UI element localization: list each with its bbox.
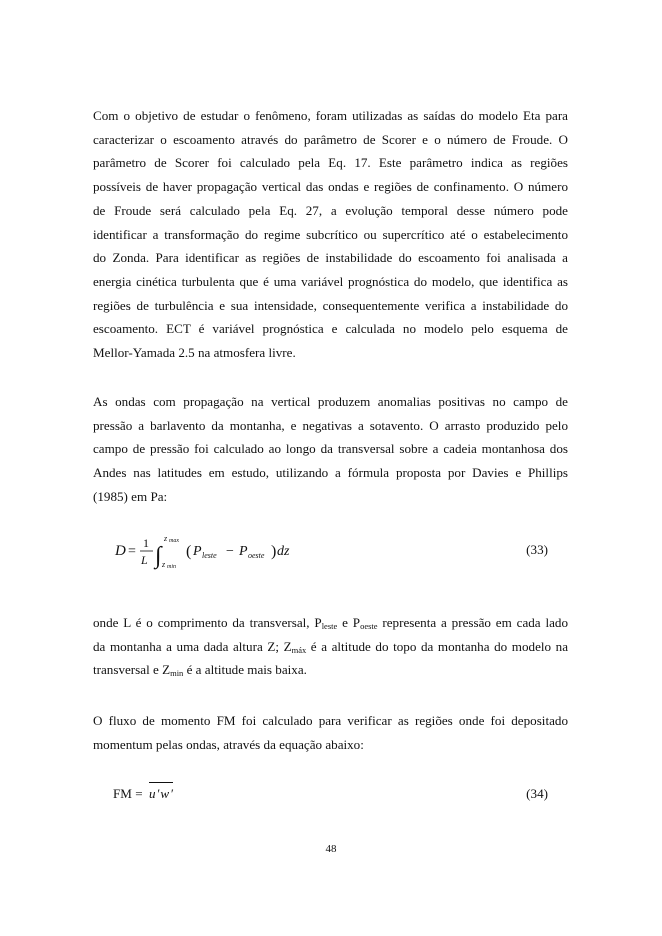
fraction-numerator: 1	[143, 536, 149, 550]
subscript: leste	[321, 621, 338, 631]
paragraph-1-line: possíveis de haver propagação vertical das ondas e regiões de confinamento. O número	[93, 179, 568, 195]
equation-33	[93, 530, 568, 570]
integral-sign: ∫	[155, 543, 162, 569]
text: é a altitude do topo da montanha do modelo na	[306, 638, 569, 654]
text: é a altitude mais baixa.	[183, 662, 307, 678]
text: transversal e Z	[93, 662, 171, 678]
paragraph-1-line: regiões de turbulência e sua intensidade, consequentemente verifica a instabilidade do	[93, 297, 568, 313]
paragraph-1-line: do Zonda. Para identificar as regiões de instabilidade do escoamento foi analisada a	[93, 250, 568, 266]
text: e P	[337, 615, 361, 630]
paragraph-1-line: de Froude será calculado pela Eq. 27, a evolução temporal desse número pode	[93, 202, 568, 218]
paragraph-4-line: momentum pelas ondas, através da equação abaixo:	[93, 736, 364, 752]
paragraph-2-line: campo de pressão foi calculado ao longo da transversal sobre a cadeia montanhosa dos	[93, 441, 568, 457]
integral-upper-limit: z	[164, 534, 168, 543]
equation-34-rhs: u′w′	[149, 786, 175, 801]
paragraph-1-line: identificar a transformação do regime subcrítico ou supercrítico até o estabelecimento	[93, 226, 568, 242]
paragraph-2-line: As ondas com propagação na vertical produzem anomalias positivas no campo de	[93, 394, 568, 409]
paragraph-4	[93, 709, 568, 756]
paragraph-4-line: O fluxo de momento FM foi calculado para verificar as regiões onde foi depositado	[93, 713, 568, 728]
paragraph-1	[93, 104, 568, 365]
paragraph-2-line: (1985) em Pa:	[93, 488, 168, 504]
open-paren: (	[186, 543, 192, 560]
fraction-denominator: L	[141, 553, 148, 567]
text: onde L é o comprimento da transversal, P	[93, 615, 322, 630]
p-leste: P	[193, 544, 202, 559]
equation-34-number: (34)	[526, 786, 548, 801]
p-oeste: P	[239, 544, 248, 559]
subscript: máx	[291, 644, 307, 655]
subscript: oeste	[360, 621, 378, 631]
integral-upper-limit-sub: max	[169, 538, 179, 544]
equation-34-lhs: FM =	[113, 786, 143, 801]
paragraph-3-line	[93, 635, 568, 659]
paragraph-2	[93, 390, 568, 509]
paragraph-3	[93, 611, 568, 682]
integral-lower-limit-sub: min	[167, 564, 176, 570]
paragraph-1-line: Mellor-Yamada 2.5 na atmosfera livre.	[93, 345, 296, 361]
overline	[149, 782, 173, 783]
equation-lhs: D	[115, 543, 126, 559]
text: da montanha a uma dada altura Z; Z	[93, 638, 292, 654]
equation-34	[93, 780, 568, 820]
text: representa a pressão em cada lado	[377, 615, 568, 630]
paragraph-3-line	[93, 658, 568, 682]
p-leste-sub: leste	[202, 551, 217, 560]
paragraph-2-line: Andes nas latitudes em estudo, utilizando a fórmula proposta por Davies e Phillips	[93, 465, 568, 481]
paragraph-1-line: parâmetro de Scorer foi calculado pela Eq. 17. Este parâmetro indica as regiões	[93, 155, 568, 171]
paragraph-1-line: Com o objetivo de estudar o fenômeno, foram utilizadas as saídas do modelo Eta para	[93, 108, 568, 123]
page-number: 48	[325, 843, 337, 855]
paragraph-1-line: energia cinética turbulenta que é uma variável prognóstica do modelo, que identifica as	[93, 273, 568, 289]
subscript: min	[170, 668, 184, 679]
equals-sign: =	[128, 544, 136, 559]
differential-dz: dz	[277, 544, 290, 559]
equation-33-formula	[113, 530, 373, 574]
paragraph-1-line: escoamento. ECT é variável prognóstica e calculada no modelo pelo esquema de	[93, 321, 568, 337]
paragraph-1-line: caracterizar o escoamento através do parâmetro de Scorer e o número de Froude. O	[93, 131, 568, 147]
p-oeste-sub: oeste	[248, 551, 265, 560]
close-paren: )	[271, 543, 277, 560]
paragraph-3-line	[93, 611, 568, 635]
paragraph-2-line: pressão a barlavento da montanha, e negativas a sotavento. O arrasto produzido pelo	[93, 417, 568, 433]
equation-33-number: (33)	[526, 542, 548, 557]
integral-lower-limit: z	[162, 560, 166, 569]
minus-sign: −	[226, 544, 234, 559]
